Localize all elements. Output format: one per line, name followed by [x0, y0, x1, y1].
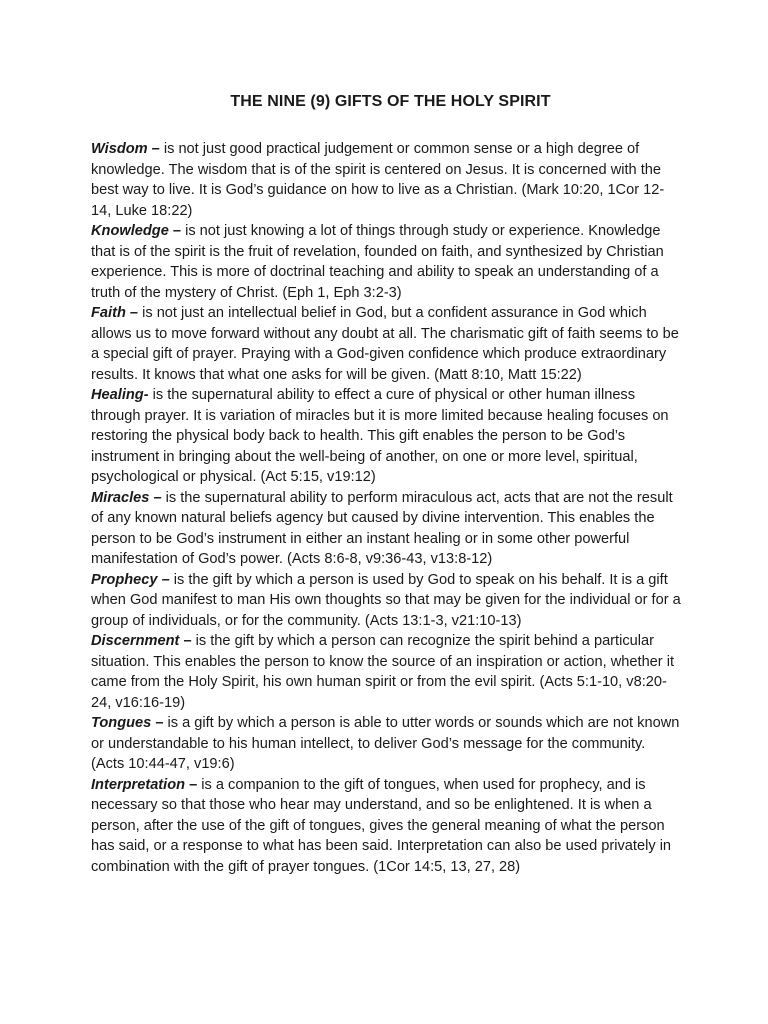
document-title: THE NINE (9) GIFTS OF THE HOLY SPIRIT: [230, 93, 551, 110]
term-separator: –: [168, 223, 182, 239]
term-separator: –: [185, 776, 198, 793]
gift-term: Knowledge: [91, 223, 169, 239]
gift-term: Interpretation: [91, 776, 186, 793]
gift-description: is a companion to the gift of tongues, when used for prophecy, and is necessary so that those who hear may understand, and so be enlightened. It is when a person, after the use of the gift of tongues, gives the general meaning of what the person has said, or a response to what has been said. Interpretation can also be used privately in combination with the gift of prayer tongues. (1Cor 14:5, 13, 27, 28): [91, 776, 672, 875]
gift-entry-interpretation: [91, 775, 682, 878]
gift-description: is the gift by which a person can recognize the spirit behind a particular situation. This enables the person to know the source of an inspiration or action, whether it came from the Holy Spirit, his own human spirit or from the evil spirit. (Acts 5:1-10, v8:20-24, v16:16-19): [91, 633, 675, 711]
gift-description: is not just good practical judgement or common sense or a high degree of knowledge. The wisdom that is of the spirit is centered on Jesus. It is concerned with the best way to live. It is God’s guidance on how to live as a Christian. (Mark 10:20, 1Cor 12-14, Luke 18:22): [91, 141, 665, 219]
gift-entry-faith: [91, 303, 682, 385]
term-separator: –: [147, 141, 160, 157]
gift-entry-knowledge: [91, 221, 682, 303]
gift-term: Tongues: [91, 715, 152, 731]
gift-description: is the gift by which a person is used by God to speak on his behalf. It is a gift when God manifest to man His own thoughts so that may be given for the individual or for a group of individuals, or for the community. (Acts 13:1-3, v21:10-13): [91, 571, 681, 629]
gift-description: is not just knowing a lot of things through study or experience. Knowledge that is of the spirit is the fruit of revelation, founded on faith, and synthesized by Christian experience. This is more of doctrinal teaching and ability to speak an understanding of a truth of the mystery of Christ. (Eph 1, Eph 3:2-3): [91, 223, 664, 301]
gift-term: Prophecy: [91, 571, 158, 588]
gift-description: is a gift by which a person is able to utter words or sounds which are not known or understandable to his human intellect, to deliver God’s message for the community. (Acts 10:44-47, v19:6): [91, 715, 680, 772]
gift-term: Healing-: [91, 387, 149, 403]
term-separator: –: [125, 305, 139, 321]
gift-description: is the supernatural ability to perform miraculous act, acts that are not the result of any known natural beliefs agency but caused by divine intervention. This enables the person to be God’s instrument in either an instant healing or in some other powerful manifestation of God’s power. (Acts 8:6-8, v9:36-43, v13:8-12): [91, 489, 673, 567]
gift-term: Discernment: [91, 633, 180, 649]
gift-term: Faith: [91, 305, 126, 321]
gift-entry-prophecy: [91, 570, 682, 632]
term-separator: –: [151, 715, 164, 731]
gift-entry-wisdom: [91, 139, 682, 221]
gift-description: is not just an intellectual belief in God, but a confident assurance in God which allows us to move forward without any doubt at all. The charismatic gift of faith seems to be a special gift of prayer. Praying with a God-given confidence which produce extraordinary results. It knows that what one asks for will be given. (Matt 8:10, Matt 15:22): [91, 305, 679, 383]
gift-description: is the supernatural ability to effect a cure of physical or other human illness through prayer. It is variation of miracles but it is more limited because healing focuses on restoring the physical body back to health. This gift enables the person to be God’s instrument in bringing about the well-being of another, on one or more level, spiritual, psychological or physical. (Act 5:15, v19:12): [91, 387, 669, 485]
gift-term: Wisdom: [91, 141, 148, 157]
gift-term: Miracles: [91, 489, 150, 506]
term-separator: –: [157, 571, 170, 588]
gift-entry-discernment: [91, 631, 682, 713]
gift-entry-tongues: [91, 713, 682, 775]
gift-entry-miracles: [91, 488, 682, 570]
term-separator: –: [149, 489, 162, 506]
term-separator: –: [179, 633, 192, 649]
gift-entry-healing: [91, 385, 682, 488]
